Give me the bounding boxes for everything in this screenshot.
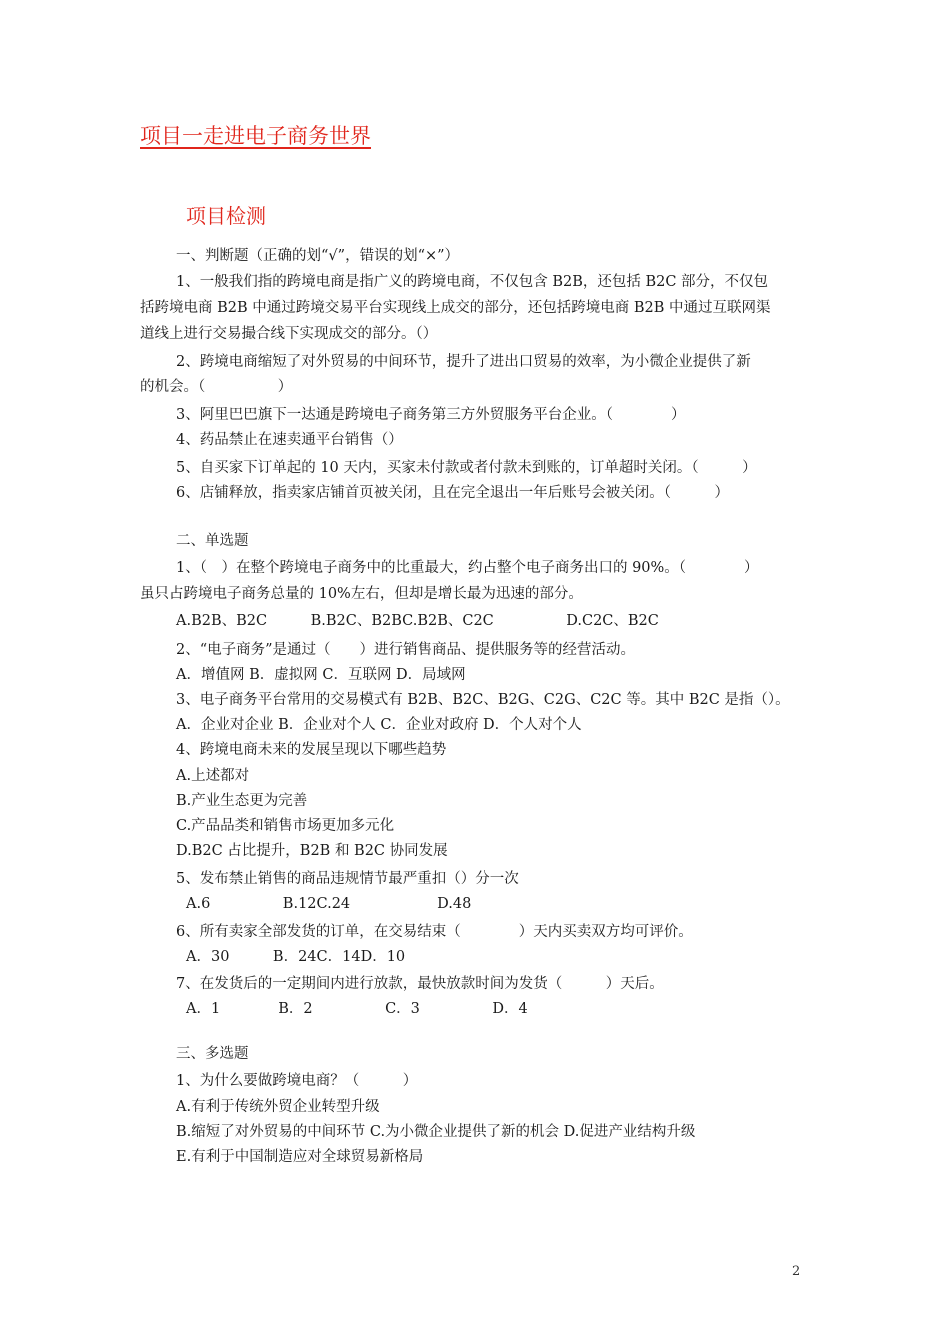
- single-q5-options: A.6 B.12C.24 D.48: [186, 896, 472, 912]
- multi-q1-options-bcd: B.缩短了对外贸易的中间环节 C.为小微企业提供了新的机会 D.促进产业结构升级: [176, 1124, 696, 1140]
- multi-q1: 1、为什么要做跨境电商？（ ）: [176, 1073, 418, 1089]
- page-number: 2: [792, 1264, 801, 1279]
- single-q2: 2、“电子商务”是通过（ ）进行销售商品、提供服务等的经营活动。: [176, 642, 636, 658]
- single-q6: 6、所有卖家全部发货的订单，在交易结束（ ）天内买卖双方均可评价。: [176, 924, 693, 940]
- single-q4-option-a: A.上述都对: [176, 768, 250, 784]
- judgment-q1-line1: 1、一般我们指的跨境电商是指广义的跨境电商，不仅包含 B2B，还包括 B2C 部分，不仅包: [176, 274, 769, 290]
- judgment-q5: 5、自买家下订单起的 10 天内，买家未付款或者付款未到账的，订单超时关闭。（ ）: [176, 460, 757, 476]
- judgment-q4: 4、药品禁止在速卖通平台销售（）: [176, 432, 403, 448]
- single-q1-line2: 虽只占跨境电子商务总量的 10%左右，但却是增长最为迅速的部分。: [140, 586, 583, 602]
- multi-q1-option-e: E.有利于中国制造应对全球贸易新格局: [176, 1149, 424, 1165]
- single-q7: 7、在发货后的一定期间内进行放款，最快放款时间为发货（ ）天后。: [176, 976, 664, 992]
- page-title: 项目一走进电子商务世界: [140, 124, 371, 148]
- judgment-q2-line2: 的机会。（ ）: [140, 379, 293, 395]
- judgment-q1-line3: 道线上进行交易撮合线下实现成交的部分。（）: [140, 326, 438, 342]
- judgment-q1-line2: 括跨境电商 B2B 中通过跨境交易平台实现线上成交的部分，还包括跨境电商 B2B 中通过互联网渠: [140, 300, 771, 316]
- single-q5: 5、发布禁止销售的商品违规情节最严重扣（）分一次: [176, 871, 519, 887]
- judgment-q2-line1: 2、跨境电商缩短了对外贸易的中间环节，提升了进出口贸易的效率，为小微企业提供了新: [176, 354, 751, 370]
- judgment-q6: 6、店铺释放，指卖家店铺首页被关闭，且在完全退出一年后账号会被关闭。（ ）: [176, 485, 729, 501]
- single-choice-heading: 二、单选题: [176, 533, 249, 549]
- single-q4: 4、跨境电商未来的发展呈现以下哪些趋势: [176, 742, 447, 758]
- judgment-q3: 3、阿里巴巴旗下一达通是跨境电子商务第三方外贸服务平台企业。（ ）: [176, 407, 686, 423]
- single-q4-option-d: D.B2C 占比提升，B2B 和 B2C 协同发展: [176, 843, 448, 859]
- section-heading: 项目检测: [186, 204, 266, 228]
- single-q2-options: A．增值网 B．虚拟网 C．互联网 D．局域网: [176, 667, 466, 683]
- single-q4-option-b: B.产业生态更为完善: [176, 793, 308, 809]
- single-q1-line1: 1、（ ）在整个跨境电子商务中的比重最大，约占整个电子商务出口的 90%。（ ）: [176, 560, 759, 576]
- single-q4-option-c: C.产品品类和销售市场更加多元化: [176, 818, 395, 834]
- single-q1-options: A.B2B、B2C B.B2C、B2BC.B2B、C2C D.C2C、B2C: [176, 613, 659, 629]
- judgment-section-heading: 一、判断题（正确的划“√”，错误的划“×”）: [176, 248, 460, 264]
- single-q3-options: A．企业对企业 B．企业对个人 C．企业对政府 D．个人对个人: [176, 717, 582, 733]
- multi-choice-heading: 三、多选题: [176, 1046, 249, 1062]
- single-q6-options: A．30 B．24C．14D．10: [186, 949, 406, 965]
- single-q7-options: A．1 B．2 C．3 D．4: [186, 1001, 528, 1017]
- multi-q1-option-a: A.有利于传统外贸企业转型升级: [176, 1099, 380, 1115]
- single-q3: 3、电子商务平台常用的交易模式有 B2B、B2C、B2G、C2G、C2C 等。其中 B2C 是指（）。: [176, 692, 790, 708]
